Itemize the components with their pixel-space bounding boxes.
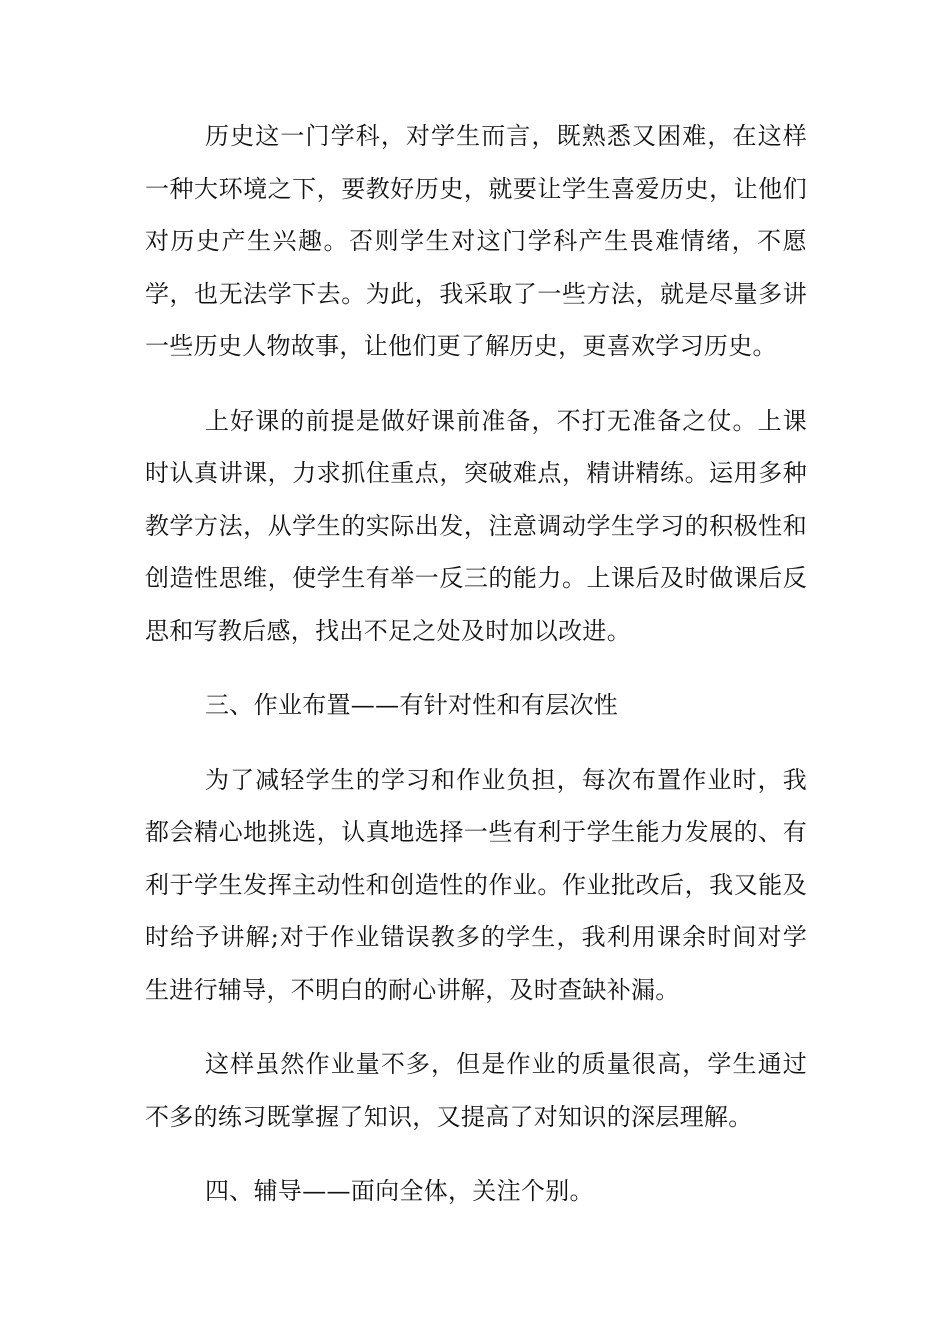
paragraph-lesson-preparation: 上好课的前提是做好课前准备，不打无准备之仗。上课时认真讲课，力求抓住重点，突破难点，精讲精练。运用多种教学方法，从学生的实际出发，注意调动学生学习的积极性和创造性思维，使学生有举一反三的能力。上课后及时做课后反思和写教后感，找出不足之处及时加以改进。 — [145, 406, 807, 645]
paragraph-homework-quality: 这样虽然作业量不多，但是作业的质量很高，学生通过不多的练习既掌握了知识，又提高了对知识的深层理解。 — [145, 1050, 807, 1131]
section-heading-tutoring: 四、辅导——面向全体，关注个别。 — [205, 1177, 594, 1205]
paragraph-homework-assignment: 为了减轻学生的学习和作业负担，每次布置作业时，我都会精心地挑选，认真地选择一些有利于学生能力发展的、有利于学生发挥主动性和创造性的作业。作业批改后，我又能及时给予讲解;对于作业错误教多的学生，我利用课余时间对学生进行辅导，不明白的耐心讲解，及时查缺补漏。 — [145, 765, 807, 1004]
document-body — [145, 110, 807, 1240]
section-heading-homework: 三、作业布置——有针对性和有层次性 — [205, 691, 619, 719]
paragraph-history-interest: 历史这一门学科，对学生而言，既熟悉又困难，在这样一种大环境之下，要教好历史，就要让学生喜爱历史，让他们对历史产生兴趣。否则学生对这门学科产生畏难情绪，不愿学，也无法学下去。为此，我采取了一些方法，就是尽量多讲一些历史人物故事，让他们更了解历史，更喜欢学习历史。 — [145, 122, 807, 360]
